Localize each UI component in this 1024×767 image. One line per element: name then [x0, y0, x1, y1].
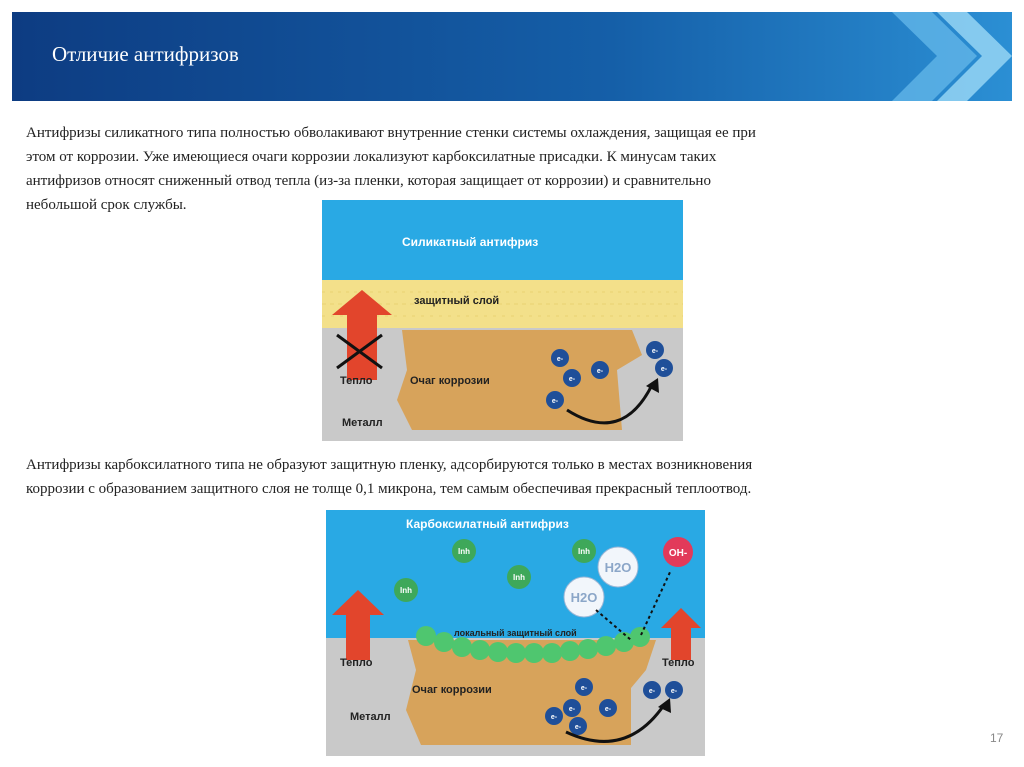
electron-symbol: e- — [556, 356, 564, 363]
paragraph-line: этом от коррозии. Уже имеющиеся очаги коррозии локализуют карбоксилатные присадки. К минусам таких — [26, 149, 717, 165]
electron-symbol: e- — [568, 376, 576, 383]
inhibitor-symbol: Inh — [458, 547, 470, 556]
electron-symbol: e- — [580, 685, 588, 692]
electron-symbol: e- — [651, 348, 659, 355]
inhibitor-symbol: Inh — [578, 547, 590, 556]
electron-symbol: e- — [648, 688, 656, 695]
electron-symbol: e- — [604, 706, 612, 713]
carboxylate-diagram — [326, 510, 705, 756]
corrosion-label: Очаг коррозии — [410, 375, 490, 387]
paragraph-line: Антифризы карбоксилатного типа не образуют защитную пленку, адсорбируются только в местах возникновения — [26, 457, 753, 473]
page-title: Отличие антифризов — [52, 42, 239, 66]
electron-symbol: e- — [596, 368, 604, 375]
metal-label: Металл — [350, 711, 391, 723]
electron-symbol: e- — [568, 706, 576, 713]
electron-symbol: e- — [660, 366, 668, 373]
electron-symbol: e- — [550, 714, 558, 721]
antifreeze-label: Карбоксилатный антифриз — [406, 517, 569, 531]
hydroxide-symbol: OH- — [668, 548, 688, 559]
antifreeze-label: Силикатный антифриз — [402, 235, 539, 249]
water-symbol: H2O — [604, 560, 632, 575]
inhibitor-symbol: Inh — [513, 573, 525, 582]
paragraph-carboxylate — [26, 453, 1006, 501]
paragraph-line: коррозии с образованием защитного слоя не толще 0,1 микрона, тем самым обеспечивая прекрасный теплоотвод. — [26, 481, 752, 497]
metal-label: Металл — [342, 417, 383, 429]
corrosion-label: Очаг коррозии — [412, 684, 492, 696]
electron-symbol: e- — [551, 398, 559, 405]
heat-label-right: Тепло — [662, 657, 695, 669]
water-symbol: H2O — [570, 590, 598, 605]
page-number: 17 — [990, 731, 1004, 745]
paragraph-line: антифризов относят сниженный отвод тепла (из-за пленки, которая защищает от коррозии) и сравнительно — [26, 173, 711, 189]
heat-label-left: Тепло — [340, 657, 373, 669]
header-band — [12, 12, 1012, 101]
silicate-diagram — [322, 200, 683, 441]
paragraph-line: небольшой срок службы. — [26, 197, 187, 213]
inhibitor-symbol: Inh — [400, 586, 412, 595]
electron-symbol: e- — [670, 688, 678, 695]
local-layer-label: локальный защитный слой — [454, 628, 577, 638]
protective-layer-label: защитный слой — [414, 295, 500, 307]
heat-label: Тепло — [340, 375, 373, 387]
electron-symbol: e- — [574, 724, 582, 731]
paragraph-line: Антифризы силикатного типа полностью обволакивают внутренние стенки системы охлаждения, защищая ее при — [26, 125, 756, 141]
